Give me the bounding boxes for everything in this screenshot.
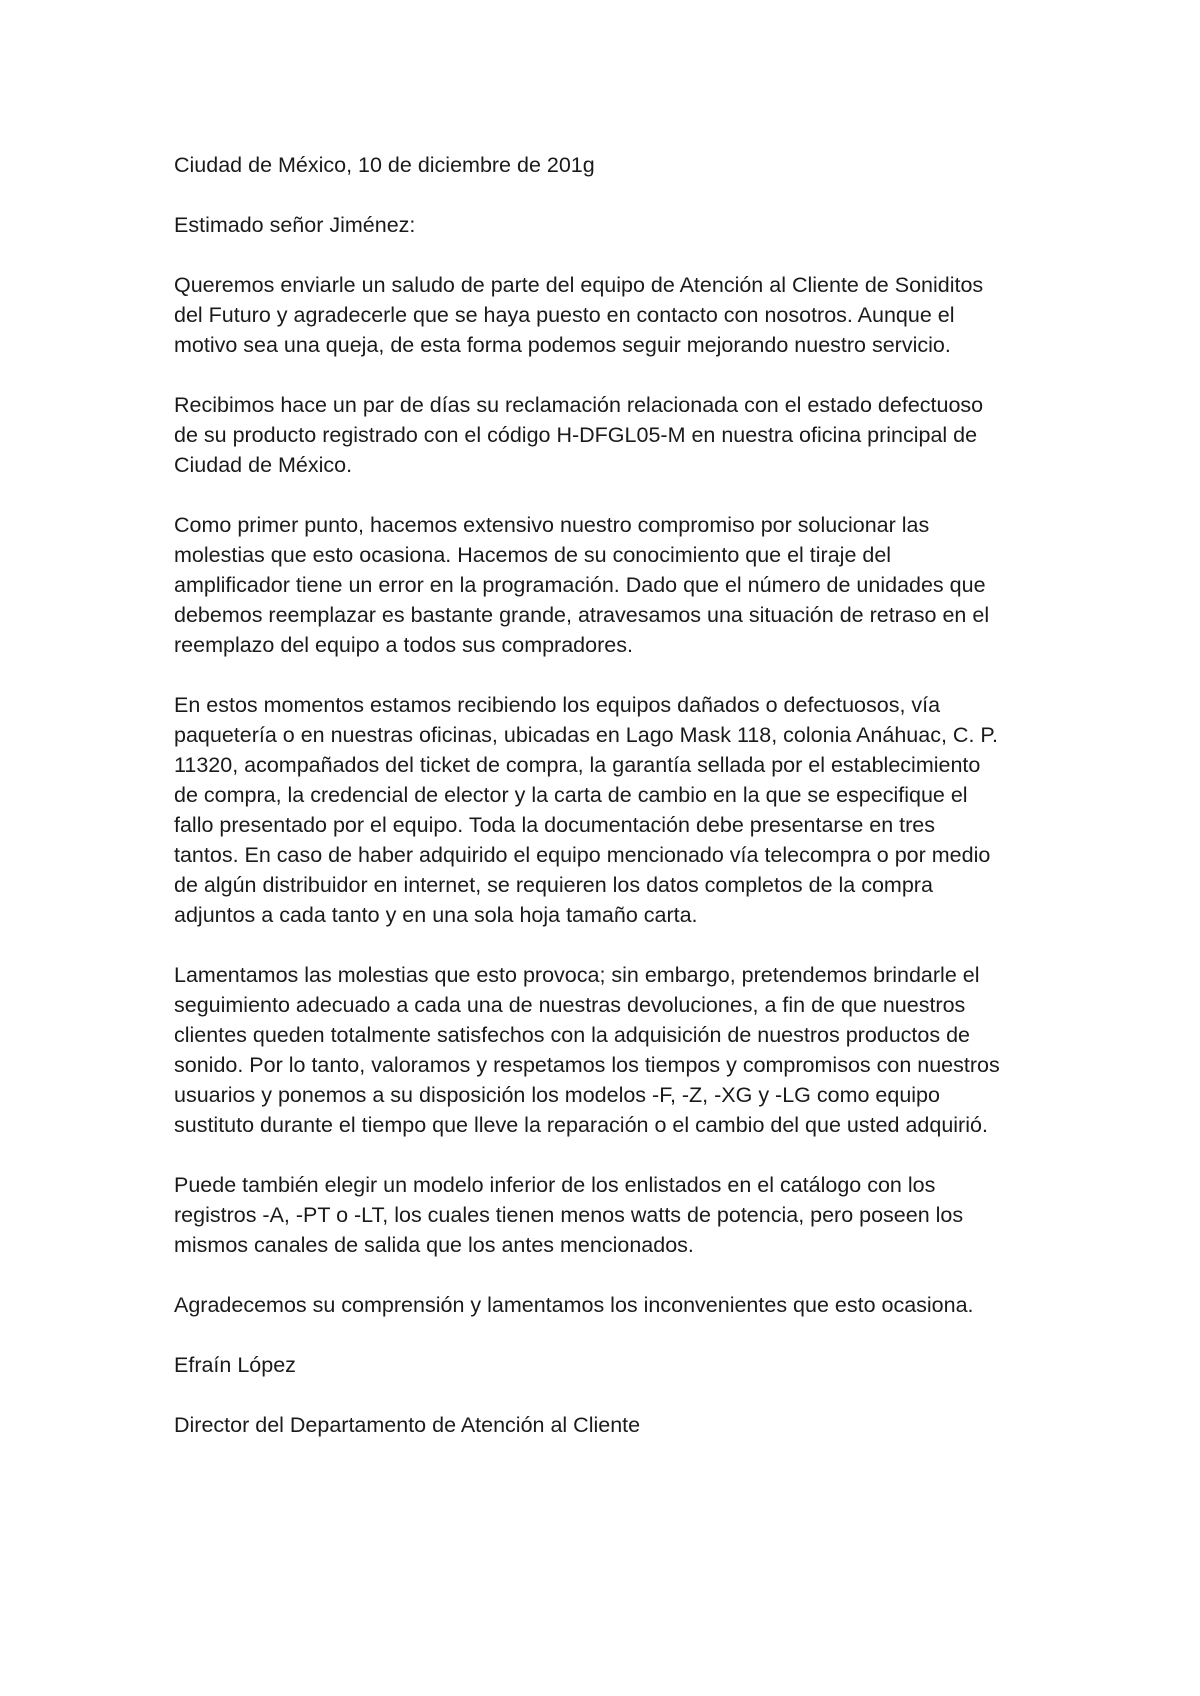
date-line: Ciudad de México, 10 de diciembre de 201g — [174, 153, 595, 177]
paragraph-return-instructions: En estos momentos estamos recibiendo los equipos dañados o defectuosos, vía paquetería o en nuestras oficinas, ubicadas en Lago Mask 118, colonia Anáhuac, C. P. 11320, acompañados del ticket de compra, la garantía sellada por el establecimiento de compra, la credencial de elector y la carta de cambio en la que se especifique el fallo presentado por el equipo. Toda la documentación debe presentarse en tres tantos. En caso de haber adquirido el equipo mencionado vía telecompra o por medio de algún distribuidor en internet, se requieren los datos completos de la compra adjuntos a cada tanto y en una sola hoja tamaño carta. — [174, 693, 998, 927]
paragraph-commitment: Como primer punto, hacemos extensivo nuestro compromiso por solucionar las molestias que esto ocasiona. Hacemos de su conocimiento que el tiraje del amplificador tiene un error en la programación. Dado que el número de unidades que debemos reemplazar es bastante grande, atravesamos una situación de retraso en el reemplazo del equipo a todos sus compradores. — [174, 513, 990, 657]
paragraph-complaint-received: Recibimos hace un par de días su reclamación relacionada con el estado defectuoso de su producto registrado con el código H-DFGL05-M en nuestra oficina principal de Ciudad de México. — [174, 393, 984, 477]
salutation: Estimado señor Jiménez: — [174, 213, 416, 237]
letter-body — [174, 150, 1034, 1470]
paragraph-substitute-models: Lamentamos las molestias que esto provoca; sin embargo, pretendemos brindarle el seguimiento adecuado a cada una de nuestras devoluciones, a fin de que nuestros clientes queden totalmente satisfechos con la adquisición de nuestros productos de sonido. Por lo tanto, valoramos y respetamos los tiempos y compromisos con nuestros usuarios y ponemos a su disposición los modelos -F, -Z, -XG y -LG como equipo sustituto durante el tiempo que lleve la reparación o el cambio del que usted adquirió. — [174, 963, 1000, 1137]
paragraph-closing: Agradecemos su comprensión y lamentamos los inconvenientes que esto ocasiona. — [174, 1293, 974, 1317]
paragraph-alternative-models: Puede también elegir un modelo inferior de los enlistados en el catálogo con los registros -A, -PT o -LT, los cuales tienen menos watts de potencia, pero poseen los mismos canales de salida que los antes mencionados. — [174, 1173, 964, 1257]
signature-name: Efraín López — [174, 1353, 296, 1377]
paragraph-greeting: Queremos enviarle un saludo de parte del equipo de Atención al Cliente de Soniditos del Futuro y agradecerle que se haya puesto en contacto con nosotros. Aunque el motivo sea una queja, de esta forma podemos seguir mejorando nuestro servicio. — [174, 273, 984, 357]
signature-title: Director del Departamento de Atención al Cliente — [174, 1413, 641, 1437]
